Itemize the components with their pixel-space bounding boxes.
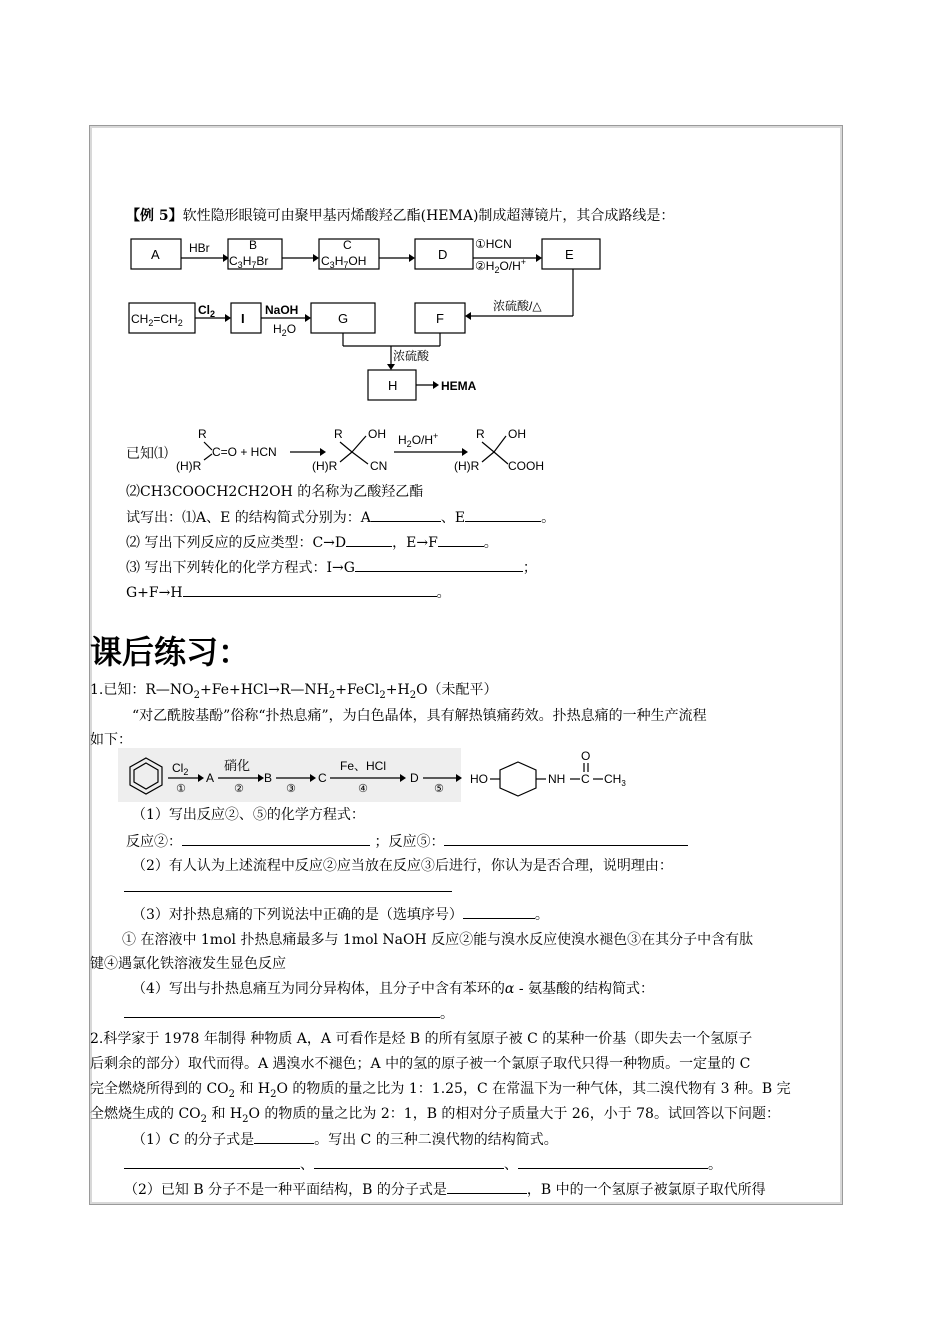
reagent-h2o: $②H_2O/H^+$ [475, 257, 527, 275]
svg-text:OH: OH [368, 427, 386, 441]
answer-e-blank[interactable] [465, 508, 541, 522]
p1-q2: （2）有人认为上述流程中反应②应当放在反应③后进行，你认为是否合理，说明理由： [132, 858, 673, 874]
flow-ch3: $CH_3$ [604, 772, 626, 788]
svg-text:浓硫酸: 浓硫酸 [393, 349, 430, 363]
svg-text:浓硫酸/△: 浓硫酸/△ [493, 299, 542, 313]
svg-text:①HCN: ①HCN [475, 237, 512, 251]
p1-q4-answer-line: 。 [124, 1004, 454, 1023]
svg-text:(H)R: (H)R [312, 459, 338, 473]
p1-q3: （3）对扑热息痛的下列说法中正确的是（选填序号） 。 [132, 907, 549, 923]
answer-dibromo-1[interactable] [124, 1155, 300, 1169]
svg-text:HO: HO [470, 772, 488, 786]
question-3b: G+F→H 。 [126, 585, 451, 601]
svg-text:A: A [151, 247, 160, 262]
svg-text:C: C [343, 238, 352, 252]
svg-text:(H)R: (H)R [454, 459, 480, 473]
svg-text:HEMA: HEMA [441, 379, 477, 393]
p2-q1-answers: 、 、 。 [124, 1155, 722, 1174]
svg-text:G: G [338, 311, 349, 326]
svg-text:④: ④ [358, 783, 368, 795]
p1-q1-answers: 反应②： ；反应⑤： [126, 832, 688, 851]
svg-text:③: ③ [286, 783, 296, 795]
answer-dibromo-2[interactable] [314, 1155, 504, 1169]
answer-ef-blank[interactable] [438, 533, 484, 547]
p2-line-c: 完全燃烧所得到的 $CO_2$ 和 $H_2O$ 的物质的量之比为 1：1.25，C 在常温下为一种气体，其二溴代物有 3 种。B 完 [90, 1081, 791, 1100]
known-reaction-scheme [172, 422, 562, 476]
known-1-label: 已知⑴ [126, 446, 168, 462]
h2o-label: $H_2O$ [273, 322, 297, 338]
svg-text:I: I [241, 311, 245, 326]
p1-known: 1.已知：$R—NO_2+Fe+HCl\to R—NH_2+FeCl_2+H_2O$（未配平） [90, 682, 498, 701]
question-2: ⑵ 写出下列反应的反应类型：C→D ，E→F 。 [126, 535, 498, 551]
svg-text:R: R [334, 427, 343, 441]
p1-intro-a: “对乙酰胺基酚”俗称“扑热息痛”，为白色晶体，具有解热镇痛药效。扑热息痛的一种生产流程 [132, 708, 707, 724]
b-formula: $C_3H_7Br$ [229, 254, 269, 270]
p2-line-a: 2.科学家于 1978 年制得 种物质 A，A 可看作是烃 B 的所有氢原子被 C 的某种一价基（即失去一个氢原子 [90, 1031, 753, 1047]
cl2-label: $Cl_2$ [198, 303, 216, 319]
svg-text:D: D [410, 771, 419, 785]
svg-text:HBr: HBr [189, 241, 210, 255]
answer-r2-blank[interactable] [182, 832, 370, 846]
svg-text:R: R [198, 427, 207, 441]
svg-text:Fe、HCl: Fe、HCl [340, 759, 387, 773]
known-2: ⑵CH3COOCH2CH2OH 的名称为乙酸羟乙酯 [126, 484, 424, 500]
svg-text:NH: NH [548, 772, 566, 786]
svg-text:O: O [581, 749, 591, 763]
answer-cd-blank[interactable] [346, 533, 392, 547]
answer-b-formula-blank[interactable] [447, 1180, 527, 1194]
question-3: ⑶ 写出下列转化的化学方程式：I→G ； [126, 560, 537, 576]
answer-ig-blank[interactable] [355, 558, 523, 572]
answer-c-formula-blank[interactable] [254, 1130, 314, 1144]
svg-text:①: ① [176, 783, 186, 795]
svg-text:R: R [476, 427, 485, 441]
p2-q2: （2）已知 B 分子不是一种平面结构，B 的分子式是 ，B 中的一个氢原子被氯原子取代所得 [124, 1182, 766, 1198]
p2-line-d: 全燃烧生成的 $CO_2$ 和 $H_2O$ 的物质的量之比为 2：1，B 的相对分子质量大于 26，小于 78。试回答以下问题： [90, 1106, 780, 1125]
example-intro: 【例 5】软性隐形眼镜可由聚甲基丙烯酸羟乙酯(HEMA)制成超薄镜片，其合成路线是： [126, 208, 675, 224]
ethylene-formula: $CH_2=CH_2$ [131, 312, 183, 328]
p2-q1: （1）C 的分子式是 。写出 C 的三种二溴代物的结构简式。 [132, 1132, 558, 1148]
svg-text:(H)R: (H)R [176, 459, 202, 473]
answer-dibromo-3[interactable] [518, 1155, 708, 1169]
question-1: 试写出：⑴A、E 的结构简式分别为：A 、E 。 [126, 510, 556, 526]
svg-text:②: ② [234, 783, 244, 795]
svg-text:B: B [264, 771, 273, 785]
svg-text:NaOH: NaOH [265, 303, 299, 317]
exercise-heading: 课后练习： [90, 633, 251, 671]
svg-text:C: C [318, 771, 327, 785]
svg-text:硝化: 硝化 [224, 758, 251, 773]
svg-text:H: H [388, 378, 398, 393]
answer-a-blank[interactable] [371, 508, 441, 522]
svg-text:OH: OH [508, 427, 526, 441]
p1-q4: （4）写出与扑热息痛互为同分异构体，且分子中含有苯环的α - 氨基酸的结构简式： [132, 981, 655, 997]
answer-r5-blank[interactable] [444, 832, 688, 846]
svg-text:F: F [436, 311, 444, 326]
svg-text:A: A [206, 771, 215, 785]
p1-q3-options-a: ① 在溶液中 1mol 扑热息痛最多与 1mol NaOH 反应②能与溴水反应使溴水褪色③在其分子中含有肽 [122, 932, 754, 948]
cond-h2o: $H_2O/H^+$ [398, 431, 439, 449]
p1-q3-options-b: 键④遇氯化铁溶液发生显色反应 [90, 956, 286, 972]
p1-intro-b: 如下： [90, 732, 132, 748]
answer-q4-blank[interactable] [124, 1004, 440, 1018]
svg-text:D: D [438, 247, 448, 262]
svg-text:CN: CN [370, 459, 388, 473]
p1-q1: （1）写出反应②、⑤的化学方程式： [132, 807, 365, 823]
flow-cl2: $Cl_2$ [172, 761, 189, 777]
answer-gfh-blank[interactable] [183, 583, 437, 597]
answer-q3-blank[interactable] [463, 905, 535, 919]
svg-text:COOH: COOH [508, 459, 544, 473]
svg-text:C=O + HCN: C=O + HCN [212, 445, 277, 459]
paracetamol-flow [118, 748, 646, 802]
answer-q2-blank[interactable] [124, 891, 452, 892]
hema-synthesis-scheme [125, 232, 605, 404]
svg-text:C: C [581, 772, 590, 786]
p2-line-b: 后剩余的部分）取代而得。A 遇溴水不褪色；A 中的氢的原子被一个氯原子取代只得一种物质。一定量的 C [90, 1056, 751, 1072]
svg-text:⑤: ⑤ [434, 783, 444, 795]
c-formula: $C_3H_7OH$ [321, 254, 367, 270]
svg-text:B: B [249, 238, 258, 252]
svg-text:E: E [565, 247, 574, 262]
